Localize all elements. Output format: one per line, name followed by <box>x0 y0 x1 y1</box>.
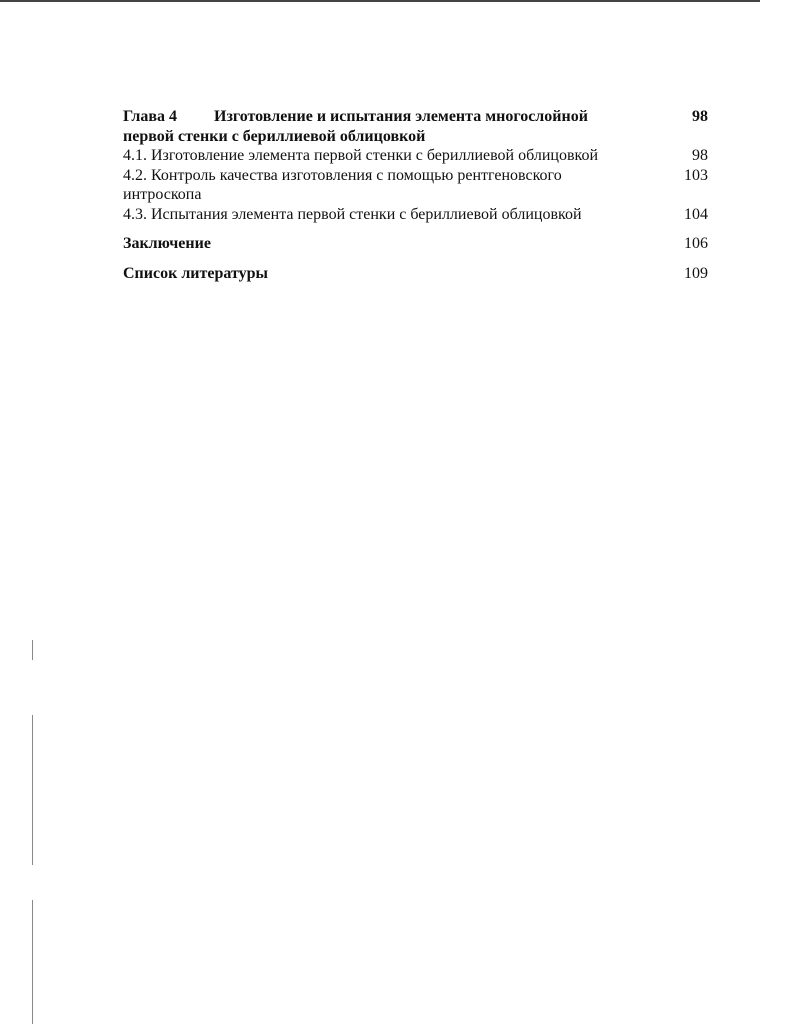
toc-section-title: 4.3. Испытания элемента первой стенки с бериллиевой облицовкой <box>123 205 582 223</box>
toc-section-title: 4.2. Контроль качества изготовления с помощью рентгеновского интроскопа <box>123 166 562 203</box>
toc-page-number: 109 <box>684 264 708 282</box>
toc-page-number: 103 <box>684 166 708 184</box>
toc-section-entry <box>123 146 708 166</box>
toc-conclusion-entry <box>123 234 708 254</box>
toc-conclusion-title: Заключение <box>123 235 211 252</box>
toc-section-title: 4.1. Изготовление элемента первой стенки с бериллиевой облицовкой <box>123 147 599 164</box>
toc-page-number: 104 <box>684 205 708 223</box>
toc-references-entry <box>123 264 708 284</box>
chapter-title: Изготовление и испытания элемента многослойной первой стенки с бериллиевой облицовкой <box>123 108 588 145</box>
scan-edge-mark <box>32 715 33 865</box>
toc-references-title: Список литературы <box>123 264 268 282</box>
table-of-contents <box>123 107 708 283</box>
chapter-number: Глава 4 <box>123 108 177 125</box>
toc-chapter-entry <box>123 107 708 146</box>
toc-page-number: 106 <box>684 235 708 252</box>
scan-edge-mark <box>32 900 33 1024</box>
toc-page-number: 98 <box>692 147 708 164</box>
scan-edge-mark <box>32 640 33 660</box>
toc-page-number: 98 <box>692 108 708 125</box>
scan-border-top <box>0 0 760 2</box>
toc-section-entry <box>123 205 708 225</box>
toc-chapter-heading <box>123 107 670 146</box>
toc-section-entry <box>123 166 708 205</box>
